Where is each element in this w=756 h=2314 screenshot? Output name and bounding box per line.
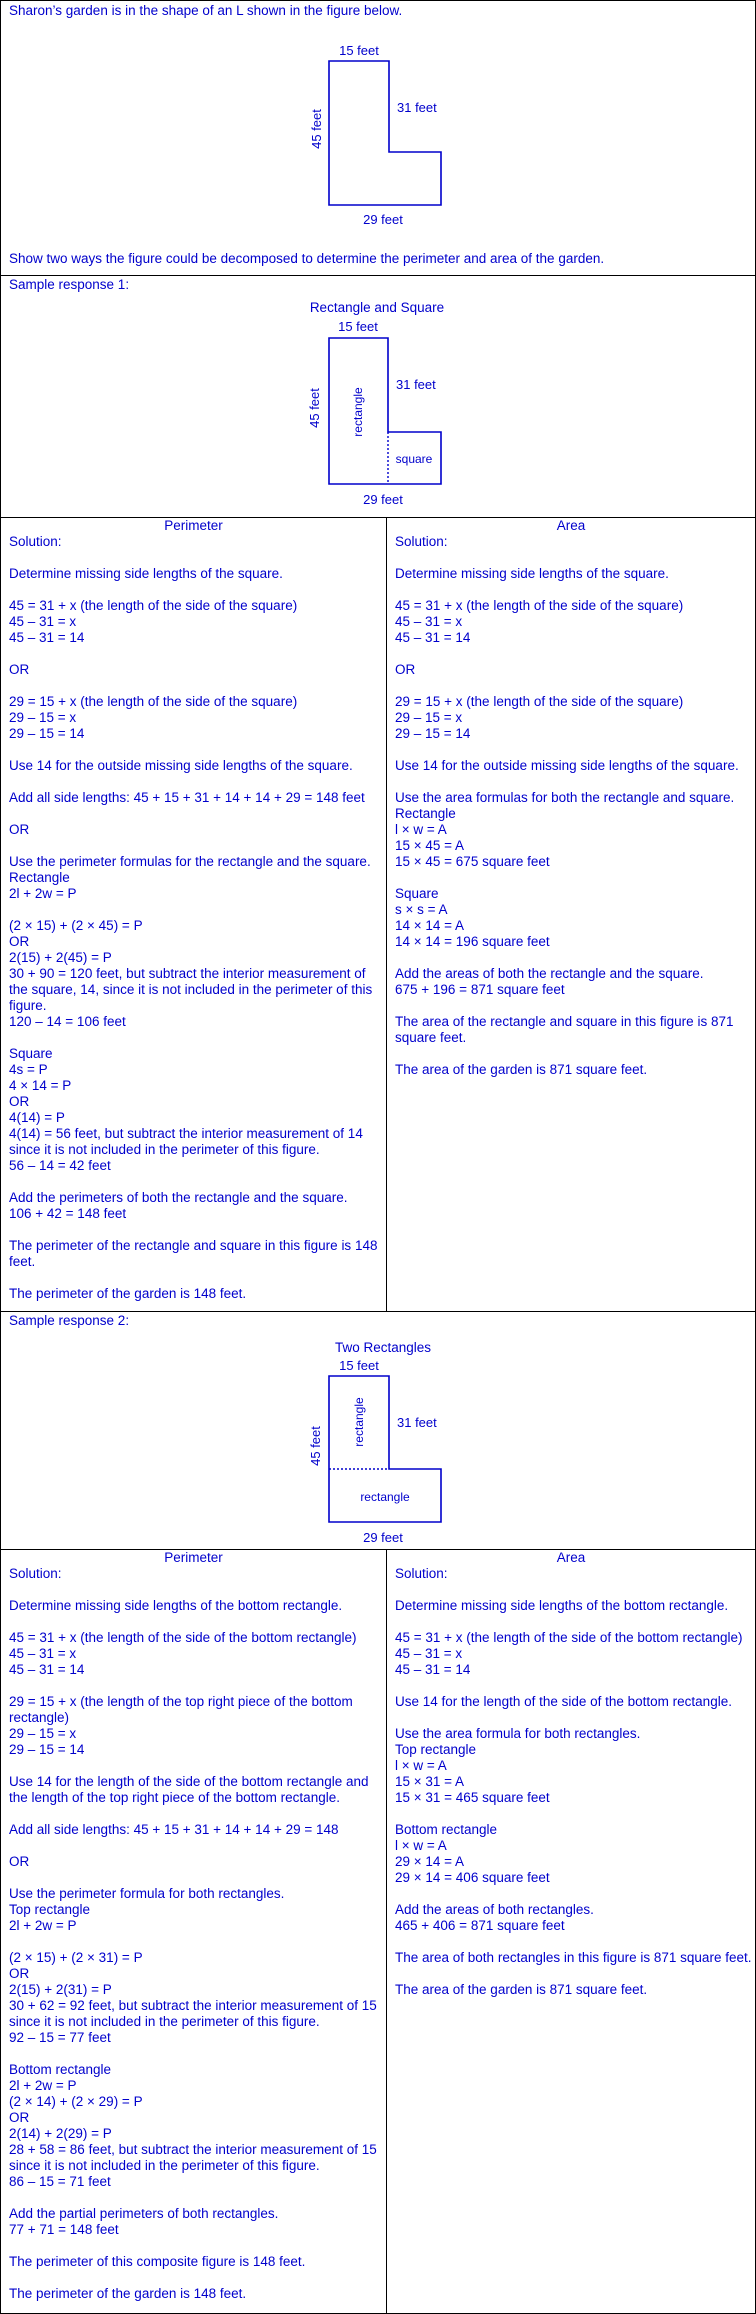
text-line: since it is not included in the perimeter of this figure. (9, 2158, 320, 2173)
label-rectangle-bottom: rectangle (360, 1490, 410, 1504)
area-lines (395, 1566, 751, 1998)
text-line: 29 – 15 = x (9, 710, 77, 725)
spacer (9, 1870, 382, 1886)
text-line: 15 × 31 = 465 square feet (395, 1790, 550, 1805)
text-line: 45 = 31 + x (the length of the side of the square) (395, 598, 684, 613)
spacer (395, 1966, 751, 1982)
text-line: rectangle) (9, 1710, 70, 1725)
text-line: Square (395, 886, 439, 901)
text-line: feet. (9, 1254, 36, 1269)
text-line: 4s = P (9, 1062, 48, 1077)
text-line: The perimeter of this composite figure is 148 feet. (9, 2254, 306, 2269)
text-line: 86 – 15 = 71 feet (9, 2174, 111, 2189)
text-line: 675 + 196 = 871 square feet (395, 982, 565, 997)
text-line: 45 = 31 + x (the length of the side of the bottom rectangle) (395, 1630, 743, 1645)
perimeter-header: Perimeter (164, 518, 223, 533)
text-line: 4(14) = P (9, 1110, 65, 1125)
text-line: Determine missing side lengths of the bottom rectangle. (9, 1598, 343, 1613)
label-left: 45 feet (308, 1426, 323, 1466)
text-line: Bottom rectangle (9, 2062, 112, 2077)
text-line: 45 = 31 + x (the length of the side of the square) (9, 598, 298, 613)
spacer (9, 550, 382, 566)
spacer (9, 1614, 382, 1630)
spacer (9, 678, 382, 694)
text-line: The area of the garden is 871 square feet. (395, 1062, 648, 1077)
label-top: 15 feet (339, 1358, 379, 1373)
spacer (9, 1806, 382, 1822)
spacer (9, 582, 382, 598)
text-line: 2l + 2w = P (9, 886, 77, 901)
text-line: 4(14) = 56 feet, but subtract the interior measurement of 14 (9, 1126, 363, 1141)
text-line: 30 + 62 = 92 feet, but subtract the interior measurement of 15 (9, 1998, 377, 2013)
text-line: Add the perimeters of both the rectangle and the square. (9, 1190, 348, 1205)
spacer (9, 1678, 382, 1694)
text-line: (2 × 15) + (2 × 45) = P (9, 918, 143, 933)
area-header: Area (556, 1550, 586, 1565)
text-line: 29 × 14 = A (395, 1854, 465, 1869)
spacer (9, 902, 382, 918)
spacer (9, 1838, 382, 1854)
label-bottom: 29 feet (363, 1530, 403, 1545)
text-line: 92 – 15 = 77 feet (9, 2030, 111, 2045)
text-line: 15 × 45 = 675 square feet (395, 854, 550, 869)
text-line: OR (9, 1966, 30, 1981)
label-left: 45 feet (309, 109, 324, 149)
text-line: 29 – 15 = 14 (9, 726, 85, 741)
spacer (395, 742, 751, 758)
sample1-figure-section (1, 275, 755, 518)
text-line: OR (9, 822, 30, 837)
text-line: Bottom rectangle (395, 1822, 498, 1837)
text-line: Use 14 for the length of the side of the bottom rectangle and (9, 1774, 369, 1789)
text-line: 56 – 14 = 42 feet (9, 1158, 111, 1173)
text-line: Solution: (395, 1566, 448, 1581)
spacer (9, 774, 382, 790)
text-line: 29 × 14 = 406 square feet (395, 1870, 550, 1885)
text-line: the square, 14, since it is not included in the perimeter of this (9, 982, 373, 997)
spacer (9, 1030, 382, 1046)
text-line: Use 14 for the length of the side of the bottom rectangle. (395, 1694, 732, 1709)
text-line: 30 + 90 = 120 feet, but subtract the interior measurement of (9, 966, 366, 981)
text-line: 28 + 58 = 86 feet, but subtract the interior measurement of 15 (9, 2142, 377, 2157)
sample1-title: Rectangle and Square (309, 300, 445, 315)
sample1-heading: Sample response 1: (9, 277, 130, 292)
text-line: Determine missing side lengths of the square. (395, 566, 669, 581)
text-line: Top rectangle (395, 1742, 477, 1757)
text-line: Solution: (395, 534, 448, 549)
label-rectangle-top: rectangle (352, 1397, 366, 1447)
label-right: 31 feet (397, 1415, 437, 1430)
spacer (395, 774, 751, 790)
label-rectangle: rectangle (351, 387, 365, 437)
text-line: Rectangle (395, 806, 456, 821)
spacer (395, 1614, 751, 1630)
text-line: the length of the top right piece of the bottom rectangle. (9, 1790, 340, 1805)
area-lines (395, 534, 751, 1078)
text-line: The perimeter of the rectangle and square in this figure is 148 (9, 1238, 378, 1253)
sample2-heading: Sample response 2: (9, 1313, 130, 1328)
text-line: Use the area formulas for both the rectangle and square. (395, 790, 735, 805)
text-line: 2l + 2w = P (9, 2078, 77, 2093)
text-line: 29 – 15 = 14 (9, 1742, 85, 1757)
spacer (395, 678, 751, 694)
spacer (395, 550, 751, 566)
text-line: The perimeter of the garden is 148 feet. (9, 2286, 247, 2301)
text-line: OR (9, 1854, 30, 1869)
label-top: 15 feet (338, 319, 378, 334)
spacer (395, 1934, 751, 1950)
text-line: Use the perimeter formulas for the rectangle and the square. (9, 854, 371, 869)
label-top: 15 feet (339, 43, 379, 58)
spacer (9, 2270, 382, 2286)
spacer (9, 1758, 382, 1774)
rect-square-figure (1, 294, 755, 516)
text-line: 45 – 31 = 14 (395, 1662, 471, 1677)
text-line: Use the perimeter formula for both rectangles. (9, 1886, 285, 1901)
text-line: Solution: (9, 1566, 62, 1581)
text-line: 29 – 15 = x (395, 710, 463, 725)
text-line: 14 × 14 = 196 square feet (395, 934, 550, 949)
text-line: The area of the rectangle and square in this figure is 871 (395, 1014, 734, 1029)
text-line: 15 × 45 = A (395, 838, 465, 853)
text-line: Add the areas of both the rectangle and the square. (395, 966, 704, 981)
label-square: square (395, 452, 433, 466)
text-line: 106 + 42 = 148 feet (9, 1206, 127, 1221)
text-line: Determine missing side lengths of the square. (9, 566, 283, 581)
spacer (395, 998, 751, 1014)
text-line: 465 + 406 = 871 square feet (395, 1918, 565, 1933)
text-line: The perimeter of the garden is 148 feet. (9, 1286, 247, 1301)
text-line: Top rectangle (9, 1902, 91, 1917)
text-line: since it is not included in the perimeter of this figure. (9, 2014, 320, 2029)
label-right: 31 feet (397, 100, 437, 115)
text-line: 2(15) + 2(45) = P (9, 950, 112, 965)
text-line: figure. (9, 998, 47, 1013)
label-left: 45 feet (307, 388, 322, 428)
text-line: The area of both rectangles in this figure is 871 square feet. (395, 1950, 752, 1965)
text-line: 29 = 15 + x (the length of the side of the square) (395, 694, 684, 709)
sample2-perimeter-column (1, 1550, 387, 2314)
l-shape-outline (329, 61, 441, 205)
text-line: 45 – 31 = x (9, 614, 77, 629)
question-text: Sharon’s garden is in the shape of an L shown in the figure below. (9, 3, 403, 18)
spacer (395, 1678, 751, 1694)
spacer (9, 646, 382, 662)
text-line: l × w = A (395, 822, 447, 837)
text-line: 29 – 15 = x (9, 1726, 77, 1741)
perimeter-lines (9, 1566, 382, 2302)
text-line: OR (395, 662, 416, 677)
spacer (9, 742, 382, 758)
text-line: 29 = 15 + x (the length of the side of the square) (9, 694, 298, 709)
spacer (395, 1582, 751, 1598)
spacer (395, 870, 751, 886)
sample1-table (1, 517, 755, 1312)
perimeter-lines (9, 534, 382, 1302)
spacer (395, 1886, 751, 1902)
spacer (9, 1582, 382, 1598)
text-line: Use 14 for the outside missing side lengths of the square. (9, 758, 353, 773)
area-header: Area (556, 518, 586, 533)
text-line: 2(14) + 2(29) = P (9, 2126, 112, 2141)
text-line: 29 = 15 + x (the length of the top right piece of the bottom (9, 1694, 353, 1709)
label-right: 31 feet (396, 377, 436, 392)
spacer (9, 1222, 382, 1238)
sample2-table (1, 1549, 755, 2314)
perimeter-header: Perimeter (164, 1550, 223, 1565)
text-line: Use the area formula for both rectangles. (395, 1726, 641, 1741)
text-line: l × w = A (395, 1838, 447, 1853)
spacer (9, 2238, 382, 2254)
text-line: 2l + 2w = P (9, 1918, 77, 1933)
text-line: l × w = A (395, 1758, 447, 1773)
text-line: 45 – 31 = x (395, 1646, 463, 1661)
text-line: 45 – 31 = x (9, 1646, 77, 1661)
text-line: Solution: (9, 534, 62, 549)
text-line: 77 + 71 = 148 feet (9, 2222, 119, 2237)
label-bottom: 29 feet (363, 212, 403, 227)
text-line: (2 × 15) + (2 × 31) = P (9, 1950, 143, 1965)
spacer (395, 646, 751, 662)
sample2-figure-section (1, 1311, 755, 1550)
spacer (9, 2046, 382, 2062)
spacer (395, 1806, 751, 1822)
text-line: square feet. (395, 1030, 467, 1045)
text-line: (2 × 14) + (2 × 29) = P (9, 2094, 143, 2109)
text-line: OR (9, 934, 30, 949)
text-line: Use 14 for the outside missing side lengths of the square. (395, 758, 739, 773)
spacer (9, 2190, 382, 2206)
text-line: 45 – 31 = 14 (9, 1662, 85, 1677)
question-section (1, 1, 755, 275)
spacer (395, 1710, 751, 1726)
text-line: since it is not included in the perimeter of this figure. (9, 1142, 320, 1157)
text-line: 45 – 31 = 14 (395, 630, 471, 645)
text-line: OR (9, 662, 30, 677)
text-line: Add the partial perimeters of both rectangles. (9, 2206, 279, 2221)
text-line: 45 – 31 = 14 (9, 630, 85, 645)
text-line: Rectangle (9, 870, 70, 885)
sample1-area-column (387, 518, 755, 1312)
text-line: The area of the garden is 871 square feet. (395, 1982, 648, 1997)
text-line: 4 × 14 = P (9, 1078, 72, 1093)
sample2-area-column (387, 1550, 755, 2314)
sample1-perimeter-column (1, 518, 387, 1312)
text-line: 14 × 14 = A (395, 918, 465, 933)
spacer (9, 838, 382, 854)
text-line: s × s = A (395, 902, 448, 917)
text-line: 45 – 31 = x (395, 614, 463, 629)
text-line: Square (9, 1046, 53, 1061)
text-line: 2(15) + 2(31) = P (9, 1982, 112, 1997)
l-shape-figure (1, 31, 755, 231)
text-line: OR (9, 2110, 30, 2125)
two-rectangles-figure (1, 1330, 755, 1550)
text-line: Add all side lengths: 45 + 15 + 31 + 14 + 14 + 29 = 148 (9, 1822, 339, 1837)
text-line: 45 = 31 + x (the length of the side of the bottom rectangle) (9, 1630, 357, 1645)
text-line: Add all side lengths: 45 + 15 + 31 + 14 + 14 + 29 = 148 feet (9, 790, 365, 805)
spacer (9, 1174, 382, 1190)
spacer (9, 1934, 382, 1950)
text-line: 29 – 15 = 14 (395, 726, 471, 741)
text-line: OR (9, 1094, 30, 1109)
sample2-title: Two Rectangles (334, 1340, 432, 1355)
text-line: 120 – 14 = 106 feet (9, 1014, 126, 1029)
text-line: 15 × 31 = A (395, 1774, 465, 1789)
spacer (395, 950, 751, 966)
text-line: Determine missing side lengths of the bottom rectangle. (395, 1598, 729, 1613)
spacer (395, 1046, 751, 1062)
text-line: Add the areas of both rectangles. (395, 1902, 594, 1917)
prompt-text: Show two ways the figure could be decomposed to determine the perimeter and area of the garden. (9, 251, 605, 266)
spacer (395, 582, 751, 598)
spacer (9, 1270, 382, 1286)
spacer (9, 806, 382, 822)
label-bottom: 29 feet (363, 492, 403, 507)
